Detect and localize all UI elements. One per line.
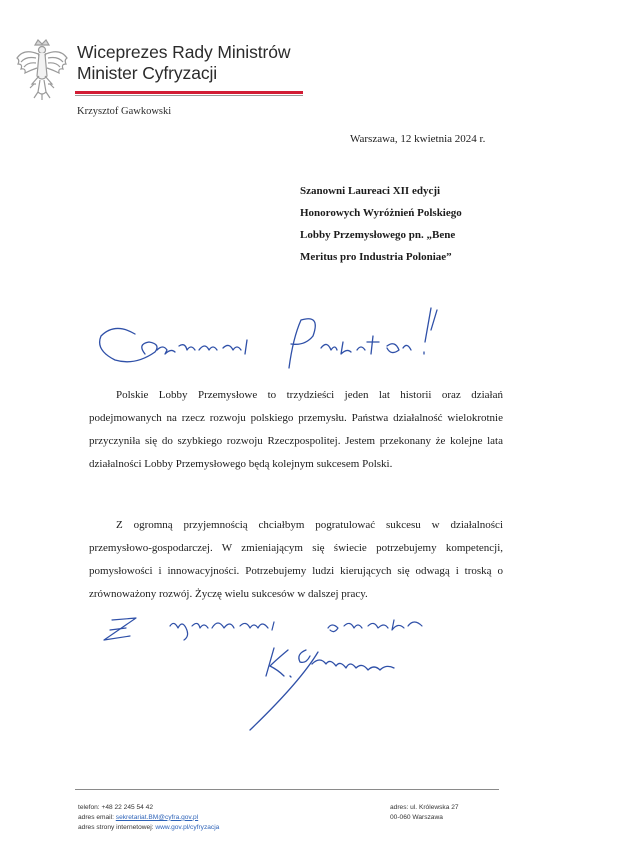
email-link[interactable]: sekretariat.BM@cyfra.gov.pl [115, 813, 199, 821]
addressee-block [300, 180, 550, 268]
address-street: ul. Królewska 27 [410, 804, 459, 811]
footer-email [78, 813, 219, 823]
phone-value: +48 22 245 54 42 [101, 804, 154, 811]
website-link[interactable]: www.gov.pl/cyfryzacja [155, 823, 220, 831]
footer-website [78, 823, 219, 833]
paragraph-text: Polskie Lobby Przemysłowe to trzydzieści jeden lat historii oraz działań podejmowanych na rzecz rozwoju polskiego przemysłu. Państwa działalność wielokrotnie przyczyniła się do szybkiego rozwoju Rzeczpospolitej. Jestem przekonany że kolejne lata działalności Lobby Przemysłowego będą kolejnym sukcesem Polski. [89, 389, 503, 470]
footer-address [390, 803, 459, 823]
website-label: adres strony internetowej: [78, 823, 154, 831]
phone-label: telefon: [78, 804, 100, 811]
footer-phone [78, 803, 219, 813]
address-label: adres: [390, 804, 409, 811]
handwritten-signature [230, 642, 420, 742]
handwritten-closing [100, 606, 430, 646]
header-red-rule [75, 91, 303, 94]
letter-date: Warszawa, 12 kwietnia 2024 r. [350, 133, 486, 145]
addressee-line: Meritus pro Industria Poloniae” [300, 251, 452, 263]
office-title-line1: Wiceprezes Rady Ministrów [77, 42, 291, 62]
body-paragraph-1 [89, 384, 503, 476]
office-title-line2: Minister Cyfryzacji [77, 63, 218, 83]
addressee-line: Lobby Przemysłowego pn. „Bene [300, 229, 456, 241]
white-eagle-emblem-icon [14, 38, 70, 102]
footer-contact [78, 803, 219, 832]
footer-rule [75, 789, 499, 790]
author-name: Krzysztof Gawkowski [77, 106, 172, 117]
paragraph-text: Z ogromną przyjemnością chciałbym pogratulować sukcesu w działalności przemysłowo-gospodarczej. W zmieniającym się świecie potrzebujemy kompetencji, pomysłowości i innowacyjności. Potrzebujemy ludzi kierujących się odwagą i troską o zrównoważony rozwój. Życzę wielu sukcesów w dalszej pracy. [89, 519, 503, 600]
header-grey-rule [75, 95, 303, 96]
footer-address-line [390, 803, 459, 813]
handwritten-greeting [95, 300, 445, 375]
office-title [77, 42, 290, 84]
address-city: 00-060 Warszawa [390, 813, 443, 821]
email-label: adres email: [78, 813, 114, 821]
addressee-line: Szanowni Laureaci XII edycji [300, 185, 441, 197]
body-paragraph-2 [89, 514, 503, 606]
addressee-line: Honorowych Wyróżnień Polskiego [300, 207, 462, 219]
